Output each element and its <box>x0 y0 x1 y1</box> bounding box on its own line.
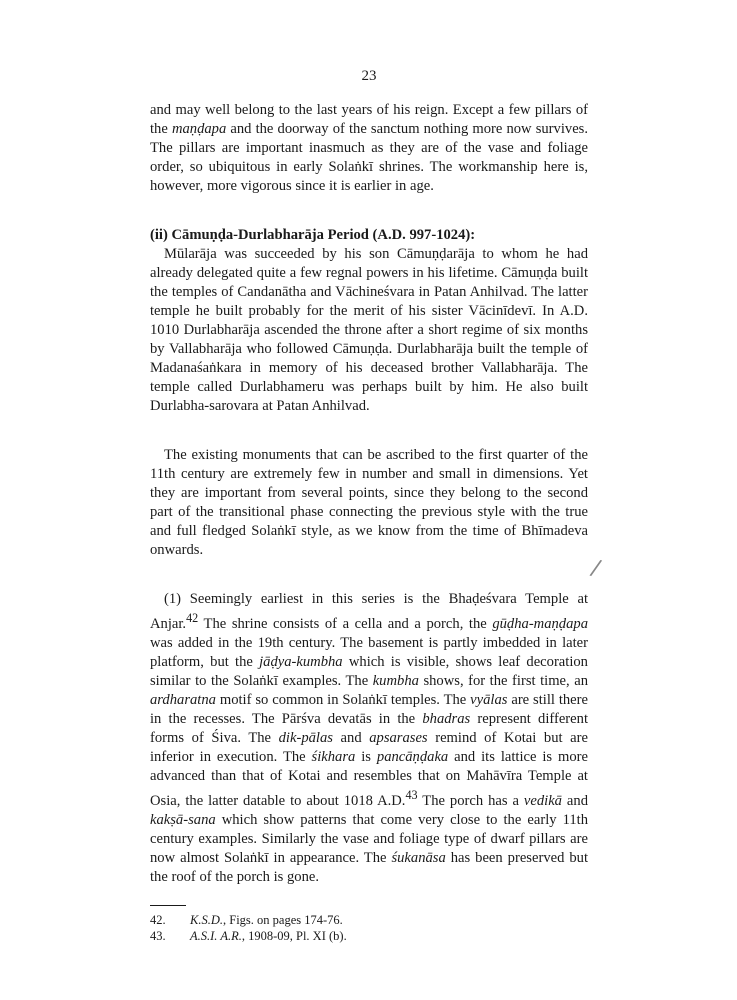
text-run: śukanāsa <box>391 849 446 866</box>
text-run: motif so common in Solaṅkī temples. The <box>215 691 471 708</box>
text-run: jāḍya-kumbha <box>259 653 343 670</box>
paragraph-2 <box>150 245 588 416</box>
text-run: has been preserved but the roof of the porch is gone. <box>150 849 588 885</box>
page-body <box>150 68 588 944</box>
text-run: which is visible, shows leaf decoration similar to the Solaṅkī examples. The <box>150 653 588 689</box>
text-run: are still there in the recesses. The Pārśva devatās in the <box>150 691 589 727</box>
footnote-text <box>190 928 347 944</box>
footnote-number: 42. <box>150 912 166 927</box>
text-run: , 1908-09, Pl. XI (b). <box>241 928 347 943</box>
footnote-text <box>190 912 343 928</box>
text-run: pancāṇḍaka <box>376 748 449 765</box>
text-run: kakṣā-sana <box>150 811 216 828</box>
text-run: gūḍha-maṇḍapa <box>492 615 588 632</box>
text-run: was added in the 19th century. The basement is partly imbedded in later platform, but the <box>150 634 588 670</box>
text-run: K.S.D. <box>190 912 223 927</box>
margin-pencil-mark: / <box>588 555 604 582</box>
paragraph-4 <box>150 590 588 887</box>
text-run: ardharatna <box>150 691 216 708</box>
footnote-ref: 43 <box>405 787 418 802</box>
text-run: is <box>355 748 377 765</box>
text-run: (1) Seemingly earliest in this series is the Bhaḍeśvara Temple at Anjar. <box>150 591 588 632</box>
text-run: , Figs. on pages 174-76. <box>223 912 343 927</box>
text-run: śikhara <box>311 748 356 765</box>
footnote-ref: 42 <box>186 611 199 625</box>
text-run: A.S.I. A.R. <box>190 928 242 943</box>
footnote-rule <box>150 905 186 906</box>
paragraph-3 <box>150 446 588 560</box>
text-run: kumbha <box>372 672 419 689</box>
footnote-43 <box>150 928 588 944</box>
text-run: bhadras <box>422 710 471 727</box>
text-run: The shrine consists of a cella and a porch, the <box>198 615 493 632</box>
text-run: remind of Kotai but are inferior in execution. The <box>150 729 588 765</box>
text-run: and <box>561 792 588 809</box>
text-run: and may well belong to the last years of his reign. Except a few pillars of the <box>150 102 588 137</box>
paragraph-1 <box>150 101 588 196</box>
page-number: 23 <box>361 68 377 84</box>
text-run: represent different forms of Śiva. The <box>150 710 588 746</box>
text-run: The existing monuments that can be ascribed to the first quarter of the 11th century are extremely few in number and small in dimensions. Yet they are important from several points, since they belong to the second part of the transitional phase connecting the previous style with the true and full fledged Solaṅkī style, as we know from the time of Bhīmadeva onwards. <box>150 447 588 558</box>
section-heading: (ii) Cāmuṇḍa-Durlabharāja Period (A.D. 997-1024): <box>150 227 476 243</box>
text-run: The porch has a <box>417 792 524 809</box>
text-run: vyālas <box>470 691 508 708</box>
text-run: shows, for the first time, an <box>418 672 588 689</box>
footnote-number: 43. <box>150 928 166 943</box>
text-run: maṇḍapa <box>171 121 227 137</box>
text-run: which show patterns that come very close to the early 11th century examples. Similarly the vase and foliage type of dwarf pillars are now almost Solaṅkī in appearance. The <box>150 811 588 866</box>
text-run: and its lattice is more advanced than that of Kotai and resembles that on Mahāvīra Temple at Osia, the latter datable to about 1018 A.D. <box>150 748 588 809</box>
footnote-42 <box>150 912 588 928</box>
text-run: apsarases <box>369 729 428 746</box>
text-run: vedikā <box>523 792 562 809</box>
text-run: dik-pālas <box>278 729 333 746</box>
text-run: and <box>332 729 370 746</box>
text-run: Mūlarāja was succeeded by his son Cāmuṇḍarāja to whom he had already delegated quite a few regnal powers in his lifetime. Cāmuṇḍa built the temples of Candanātha and Vāchineśvara in Patan Anhilvad. The latter temple he built probably for the merit of his sister Vācinīdevī. In A.D. 1010 Durlabharāja ascended the throne after a short regime of six months by Vallabharāja who followed Cāmuṇḍa. Durlabharāja built the temple of Madanaśaṅkara in memory of his deceased brother Vallabharāja. The temple called Durlabhameru was perhaps built by him. He also built Durlabha-sarovara at Patan Anhilvad. <box>150 246 588 414</box>
text-run: and the doorway of the sanctum nothing more now survives. The pillars are important inasmuch as they are of the vase and foliage order, so ubiquitous in early Solaṅkī shrines. The workmanship here is, however, more vigorous since it is earlier in age. <box>150 121 588 194</box>
